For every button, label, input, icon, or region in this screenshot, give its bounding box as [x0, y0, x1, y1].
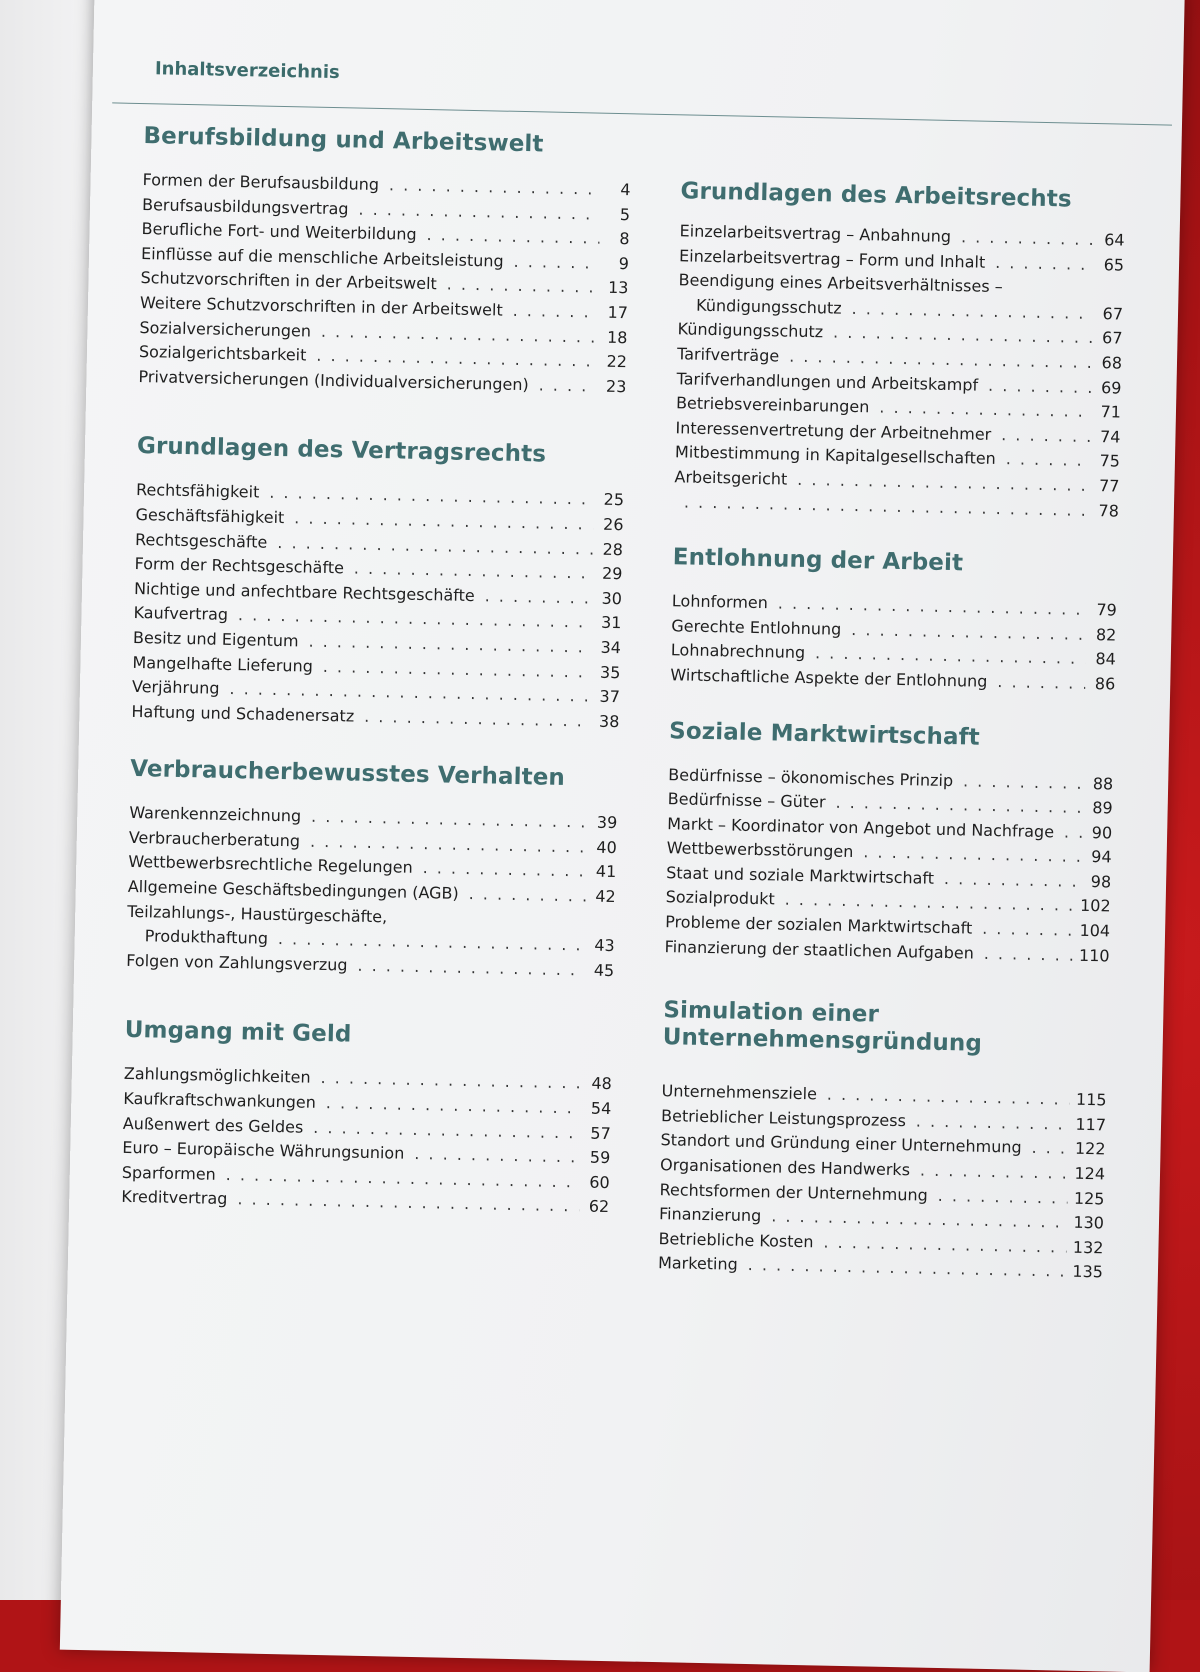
toc-section	[658, 997, 1109, 1285]
entry-label: Betriebliche Kosten	[658, 1228, 814, 1252]
entry-page: 67	[1102, 303, 1124, 324]
entry-label: Formen der Berufsausbildung	[142, 170, 380, 194]
entry-page: 39	[596, 812, 618, 833]
toc-entry-list	[664, 763, 1113, 969]
entry-page: 98	[1090, 871, 1112, 892]
entry-page: 68	[1101, 353, 1123, 373]
section-title: Grundlagen des Arbeitsrechts	[680, 178, 1072, 213]
entry-page: 37	[599, 686, 621, 707]
entry-label: Verjährung	[131, 677, 220, 698]
entry-label: Kreditvertrag	[121, 1187, 228, 1209]
entry-page: 104	[1079, 920, 1111, 941]
leader-dots	[1031, 1136, 1069, 1161]
header-divider	[112, 102, 1172, 125]
toc-entry-list	[121, 1062, 612, 1220]
entry-label: Mitbestimmung in Kapitalgesellschaften	[674, 442, 997, 469]
entry-page: 64	[1104, 230, 1125, 250]
entry-page: 41	[595, 862, 617, 882]
entry-label: Schutzvorschriften in der Arbeitswelt	[140, 268, 437, 294]
entry-page: 54	[590, 1098, 612, 1119]
entry-page: 57	[590, 1123, 611, 1143]
entry-page: 124	[1074, 1163, 1106, 1184]
entry-label-continuation: Kündigungsschutz	[695, 295, 842, 318]
entry-label: Form der Rechtsgeschäfte	[134, 554, 345, 578]
entry-label: Organisationen des Handwerks	[659, 1155, 911, 1180]
entry-page: 102	[1079, 896, 1111, 916]
entry-page: 115	[1075, 1090, 1107, 1110]
entry-page: 86	[1094, 674, 1116, 694]
entry-page: 69	[1100, 377, 1122, 398]
entry-page: 88	[1092, 773, 1114, 793]
entry-label: Betrieblicher Leistungsprozess	[660, 1105, 907, 1131]
leader-dots	[422, 857, 586, 885]
entry-label: Berufliche Fort- und Weiterbildung	[141, 219, 417, 244]
toc-column-left	[121, 123, 632, 1220]
entry-page: 110	[1078, 945, 1110, 966]
entry-page: 59	[589, 1147, 611, 1168]
entry-label: Wirtschaftliche Aspekte der Entlohnung	[670, 665, 988, 691]
entry-label: Haftung und Schadenersatz	[131, 701, 355, 726]
toc-section	[674, 178, 1126, 523]
leader-dots	[982, 917, 1074, 944]
entry-label: Interessenvertretung der Arbeitnehmer	[675, 418, 992, 444]
entry-page: 65	[1103, 254, 1125, 275]
entry-label: Einflüsse auf die menschliche Arbeitsleistung	[140, 243, 504, 271]
leader-dots	[357, 954, 584, 983]
entry-label: Probleme der sozialen Marktwirtschaft	[664, 912, 973, 938]
toc-section	[121, 1017, 613, 1220]
toc-entry-list	[138, 168, 631, 400]
entry-page: 25	[603, 490, 625, 510]
toc-entry-list	[126, 801, 617, 983]
leader-dots	[1006, 448, 1091, 474]
entry-page: 90	[1091, 822, 1113, 843]
leader-dots	[414, 1142, 580, 1170]
leader-dots	[916, 1109, 1070, 1137]
leader-dots	[512, 299, 598, 325]
entry-label: Staat und soziale Marktwirtschaft	[666, 863, 935, 888]
entry-label: Marketing	[657, 1253, 738, 1275]
entry-label: Betriebsvereinbarungen	[675, 393, 870, 417]
entry-page: 9	[618, 253, 630, 274]
entry-label: Gerechte Entlohnung	[671, 615, 842, 639]
entry-label: Berufsausbildungsvertrag	[141, 194, 349, 218]
entry-label: Folgen von Zahlungsverzug	[126, 950, 348, 975]
section-title: Grundlagen des Vertragsrechts	[136, 433, 547, 468]
entry-label: Finanzierung	[658, 1204, 762, 1226]
section-title-line2: Unternehmensgründung	[662, 1024, 983, 1058]
entry-page: 17	[607, 302, 629, 323]
entry-label: Sozialgerichtsbarkeit	[138, 342, 307, 365]
leader-dots	[748, 1253, 1067, 1284]
entry-label: Kaufvertrag	[133, 603, 229, 625]
toc-column-right	[658, 178, 1126, 1285]
entry-page: 8	[619, 229, 630, 249]
leader-dots	[995, 251, 1094, 278]
entry-label: Wettbewerbsrechtliche Regelungen	[128, 852, 413, 878]
entry-label: Teilzahlungs-, Haustürgeschäfte,	[127, 901, 388, 926]
entry-label-continuation: Produkthaftung	[144, 926, 269, 949]
entry-page: 132	[1072, 1237, 1104, 1258]
entry-page: 26	[602, 514, 624, 535]
leader-dots	[1064, 820, 1083, 845]
section-title: Entlohnung der Arbeit	[672, 544, 964, 577]
entry-label: Allgemeine Geschäftsbedingungen (AGB)	[127, 876, 459, 903]
entry-page: 84	[1095, 649, 1116, 669]
entry-page: 125	[1073, 1188, 1105, 1209]
entry-label: Besitz und Eigentum	[132, 627, 299, 651]
entry-page: 94	[1091, 847, 1112, 867]
entry-label: Bedürfnisse – ökonomisches Prinzip	[668, 764, 954, 790]
entry-label: Einzelarbeitsvertrag – Anbahnung	[679, 221, 952, 246]
entry-label: Kaufkraftschwankungen	[123, 1088, 317, 1112]
entry-page: 4	[620, 180, 631, 200]
entry-page: 135	[1072, 1262, 1104, 1282]
entry-label: Geschäftsfähigkeit	[135, 504, 285, 528]
entry-page: 30	[601, 588, 623, 608]
toc-section	[670, 544, 1118, 697]
entry-page: 78	[1098, 500, 1120, 521]
entry-label: Sozialversicherungen	[139, 317, 312, 341]
entry-label: Lohnabrechnung	[670, 640, 806, 663]
section-title-line1: Simulation einer	[663, 997, 880, 1028]
entry-page: 23	[605, 376, 627, 396]
leader-dots	[988, 373, 1092, 400]
entry-label: Rechtsfähigkeit	[135, 480, 260, 502]
entry-page: 5	[619, 204, 631, 224]
entry-label: Warenkennzeichnung	[129, 803, 302, 826]
toc-entry-list	[658, 1079, 1107, 1285]
entry-label: Bedürfnisse – Güter	[667, 789, 826, 812]
section-title: Berufsbildung und Arbeitswelt	[143, 123, 544, 158]
entry-label: Lohnformen	[671, 591, 769, 613]
entry-label: Privatversicherungen (Individualversicherungen)	[138, 366, 529, 394]
entry-page: 48	[591, 1074, 612, 1094]
entry-label: Arbeitsgericht	[674, 467, 788, 489]
entry-label: Standort und Gründung einer Unternehmung	[660, 1130, 1022, 1158]
entry-label: Markt – Koordinator von Angebot und Nachfrage	[667, 813, 1055, 841]
entry-label: Sparformen	[121, 1162, 216, 1184]
entry-label: Euro – Europäische Währungsunion	[122, 1138, 405, 1163]
entry-page: 29	[601, 563, 623, 584]
entry-page: 75	[1099, 451, 1121, 471]
entry-page: 42	[595, 886, 616, 907]
entry-page: 79	[1096, 600, 1118, 620]
toc-entry-list	[670, 589, 1117, 697]
entry-page: 43	[594, 935, 615, 956]
leader-dots	[484, 584, 592, 611]
entry-page: 40	[596, 837, 617, 857]
leader-dots	[963, 769, 1084, 796]
leader-dots	[920, 1159, 1069, 1187]
entry-label: Außenwert des Geldes	[122, 1113, 304, 1137]
entry-page: 31	[600, 613, 622, 633]
leader-dots	[944, 867, 1082, 894]
toc-entry-list	[674, 219, 1125, 523]
section-title: Umgang mit Geld	[124, 1017, 352, 1049]
entry-label: Tarifverhandlungen und Arbeitskampf	[676, 368, 979, 395]
entry-label: Zahlungsmöglichkeiten	[123, 1064, 311, 1088]
entry-page: 117	[1075, 1114, 1107, 1135]
entry-page: 28	[602, 539, 624, 559]
entry-page: 71	[1100, 402, 1122, 422]
entry-label: Weitere Schutzvorschriften in der Arbeitswelt	[139, 292, 503, 320]
entry-page: 130	[1073, 1212, 1105, 1233]
entry-label: Verbraucherberatung	[128, 827, 301, 851]
leader-dots	[513, 250, 599, 276]
leader-dots	[938, 1184, 1069, 1211]
entry-page: 74	[1099, 426, 1121, 447]
leader-dots	[961, 225, 1095, 252]
leader-dots	[468, 882, 585, 909]
toc-section	[664, 718, 1114, 969]
section-title: Soziale Marktwirtschaft	[668, 717, 981, 751]
leader-dots	[984, 941, 1074, 967]
entry-page: 122	[1074, 1139, 1106, 1159]
entry-page: 34	[600, 637, 622, 658]
entry-label: Nichtige und anfechtbare Rechtsgeschäfte	[133, 578, 475, 605]
section-title	[662, 997, 1108, 1060]
toc-section	[138, 123, 631, 400]
entry-label: Rechtsformen der Unternehmung	[659, 1179, 928, 1205]
entry-page: 35	[599, 662, 621, 682]
entry-label: Rechtsgeschäfte	[134, 529, 268, 552]
entry-label: Kündigungsschutz	[677, 319, 824, 342]
entry-label: Sozialprodukt	[665, 887, 775, 909]
entry-page: 62	[588, 1197, 610, 1217]
toc-entry-list	[131, 478, 624, 734]
leader-dots	[426, 223, 599, 251]
entry-page: 38	[598, 711, 620, 731]
section-title: Verbraucherbewusstes Verhalten	[129, 756, 566, 792]
leader-dots	[447, 273, 599, 301]
entry-page: 18	[606, 327, 628, 347]
entry-label: Unternehmensziele	[661, 1081, 818, 1104]
entry-page: 77	[1098, 476, 1120, 496]
page-header-title: Inhaltsverzeichnis	[154, 58, 340, 84]
entry-page: 13	[607, 278, 629, 298]
entry-label: Finanzierung der staatlichen Aufgaben	[664, 936, 975, 963]
entry-label: Einzelarbeitsvertrag – Form und Inhalt	[678, 245, 986, 272]
entry-page: 60	[589, 1172, 610, 1192]
entry-label: Beendigung eines Arbeitsverhältnisses –	[678, 270, 1003, 297]
entry-page: 45	[593, 960, 615, 980]
entry-page: 89	[1092, 798, 1113, 818]
leader-dots	[538, 373, 596, 399]
toc-section	[126, 756, 618, 983]
entry-page: 67	[1101, 328, 1123, 348]
entry-page: 82	[1095, 624, 1117, 645]
leader-dots	[1001, 423, 1091, 449]
book-page	[60, 0, 1185, 1672]
entry-label: Wettbewerbsstörungen	[666, 838, 854, 862]
toc-section	[131, 433, 625, 734]
leader-dots	[364, 704, 590, 733]
entry-label: Mangelhafte Lieferung	[132, 652, 314, 676]
entry-page: 22	[606, 351, 628, 372]
entry-label: Tarifverträge	[676, 344, 780, 366]
leader-dots	[997, 670, 1085, 696]
